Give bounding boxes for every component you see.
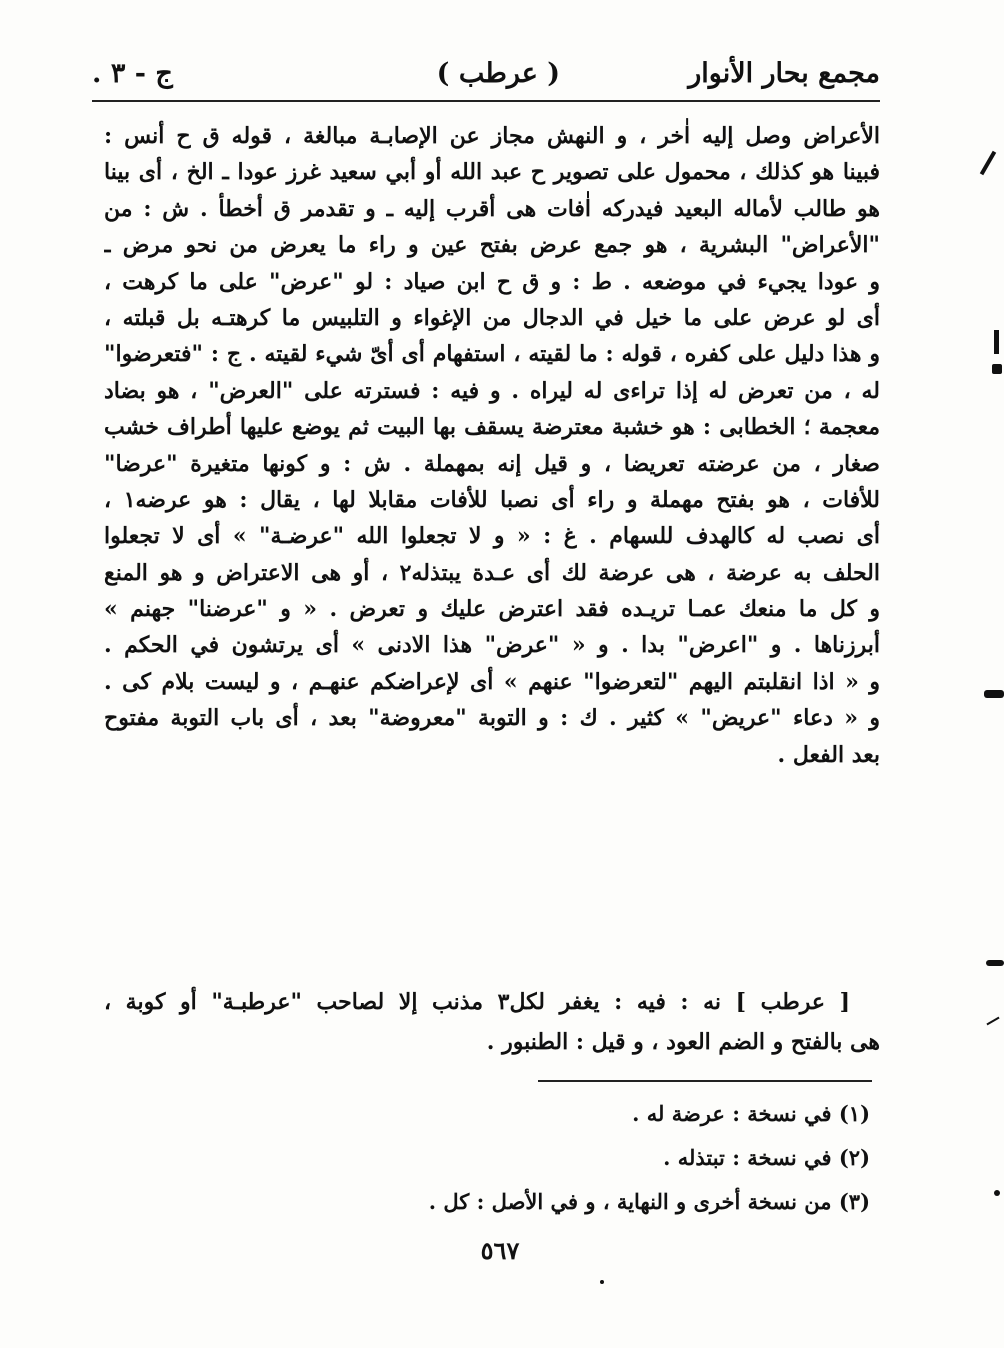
text-line: للأفات ، هو بفتح مهملة و راء أى نصبا للأفات مقابلا لها ، يقال : هو عرضه١ ، <box>104 486 880 513</box>
text-line: الحلف به عرضة ، هى عرضة لك أى عـدة يبتذله٢ ، أو هى الاعتراض و هو المنع <box>104 559 880 586</box>
text-line: أى لو عرض على ما خيل في الدجال من الإغواء و التلبيس ما كرهتـه بل قبلته ، <box>104 304 880 331</box>
text-line: بعد الفعل . <box>777 741 880 768</box>
footnote: (٣) من نسخة أخرى و النهاية ، و في الأصل : كل . <box>428 1189 870 1214</box>
text-line: و كل ما منعك عمـا تريـده فقد اعترض عليك و تعرض . « و "عرضنا" جهنم » <box>104 596 880 623</box>
text-line: أى نصب له كالهدف للسهام . غ : « و لا تجعلوا الله "عرضـة" » أى لا تجعلوا <box>104 523 880 550</box>
footnote-rule <box>538 1080 872 1082</box>
volume-label: ج - ٣ . <box>92 58 173 89</box>
entry-line: هى بالفتح و الضم العود ، و قيل : الطنبور . <box>486 1029 880 1055</box>
entry-word-heading: ( عرطب ) <box>436 58 560 89</box>
dictionary-entry <box>104 982 880 1062</box>
scan-mark <box>600 1280 604 1284</box>
running-header <box>92 52 880 96</box>
text-line: و « اذا انقلبتم اليهم "لتعرضوا" عنهم » أى لإعراضكم عنهـم ، و ليست بلام كى . <box>104 668 880 695</box>
text-line: معجمة ؛ الخطابى : هو خشبة معترضة يسقف بها البيت ثم يوضع عليها أطراف خشب <box>104 414 880 441</box>
book-title: مجمع بحار الأنوار <box>688 58 880 89</box>
text-line: صغار ، من عرضته تعريضا ، و قيل إنه بمهملة . ش : و كونها متغيرة "عرضا" <box>104 450 880 477</box>
scan-mark <box>994 1190 1000 1196</box>
scan-mark <box>986 1017 999 1026</box>
main-text-block <box>104 118 880 773</box>
text-line: أبرزناها . و "اعرض" بدا . و « "عرض" هذا الادنى » أى يرتشون في الحكم . <box>104 632 880 659</box>
footnote: (٢) في نسخة : تبتذله . <box>663 1145 870 1170</box>
footnote: (١) في نسخة : عرضة له . <box>632 1101 870 1126</box>
text-line: و هذا دليل على كفره ، قوله : ما لقيته ، استفهام أى أىّ شيء لقيته . ج : "فتعرضوا" <box>104 341 880 368</box>
text-line: و « دعاء "عريض" » كثير . ك : و التوبة "معروضة" بعد ، أى باب التوبة مفتوح <box>104 705 880 732</box>
footnotes <box>300 1092 870 1224</box>
text-line: هو طالب لأماله البعيد فيدركه اٰفات هى أقرب إليه ـ و تقدمر ق أخطأ . ش : من <box>104 195 880 222</box>
page-number: ٥٦٧ <box>480 1236 520 1265</box>
scan-mark <box>980 151 996 176</box>
scan-mark <box>986 960 1004 966</box>
text-line: فبينا هو كذلك ، محمول على تصوير ح عبد الله أو أبي سعيد غرز عودا ـ الخ ، أى بينا <box>104 159 880 186</box>
header-rule <box>92 100 880 102</box>
text-line: الأعراض وصل إليه اٰخر ، و النهش مجاز عن الإصابـة مبالغة ، قوله ق ح أنس : <box>104 123 880 149</box>
text-line: "الأعراض" البشرية ، هو جمع عرض بفتح عين و راء ما يعرض من نحو مرض ـ <box>104 232 880 259</box>
text-line: له ، من تعرض له إذا تراءى له ليراه . و فيه : فسترته على "العرض" ، هو بضاد <box>104 377 880 404</box>
text-line: و عودا يجيء في موضعه . ط : و ق ح ابن صياد : لو "عرض" على ما كرهت ، <box>104 268 880 295</box>
scan-mark <box>984 690 1004 698</box>
scan-mark <box>992 364 1002 374</box>
entry-line: [ عرطب ] نه : فيه : يغفر لكل٣ مذنب إلا لصاحب "عرطبـة" أو كوبة ، <box>104 989 850 1015</box>
scan-mark <box>994 330 999 354</box>
